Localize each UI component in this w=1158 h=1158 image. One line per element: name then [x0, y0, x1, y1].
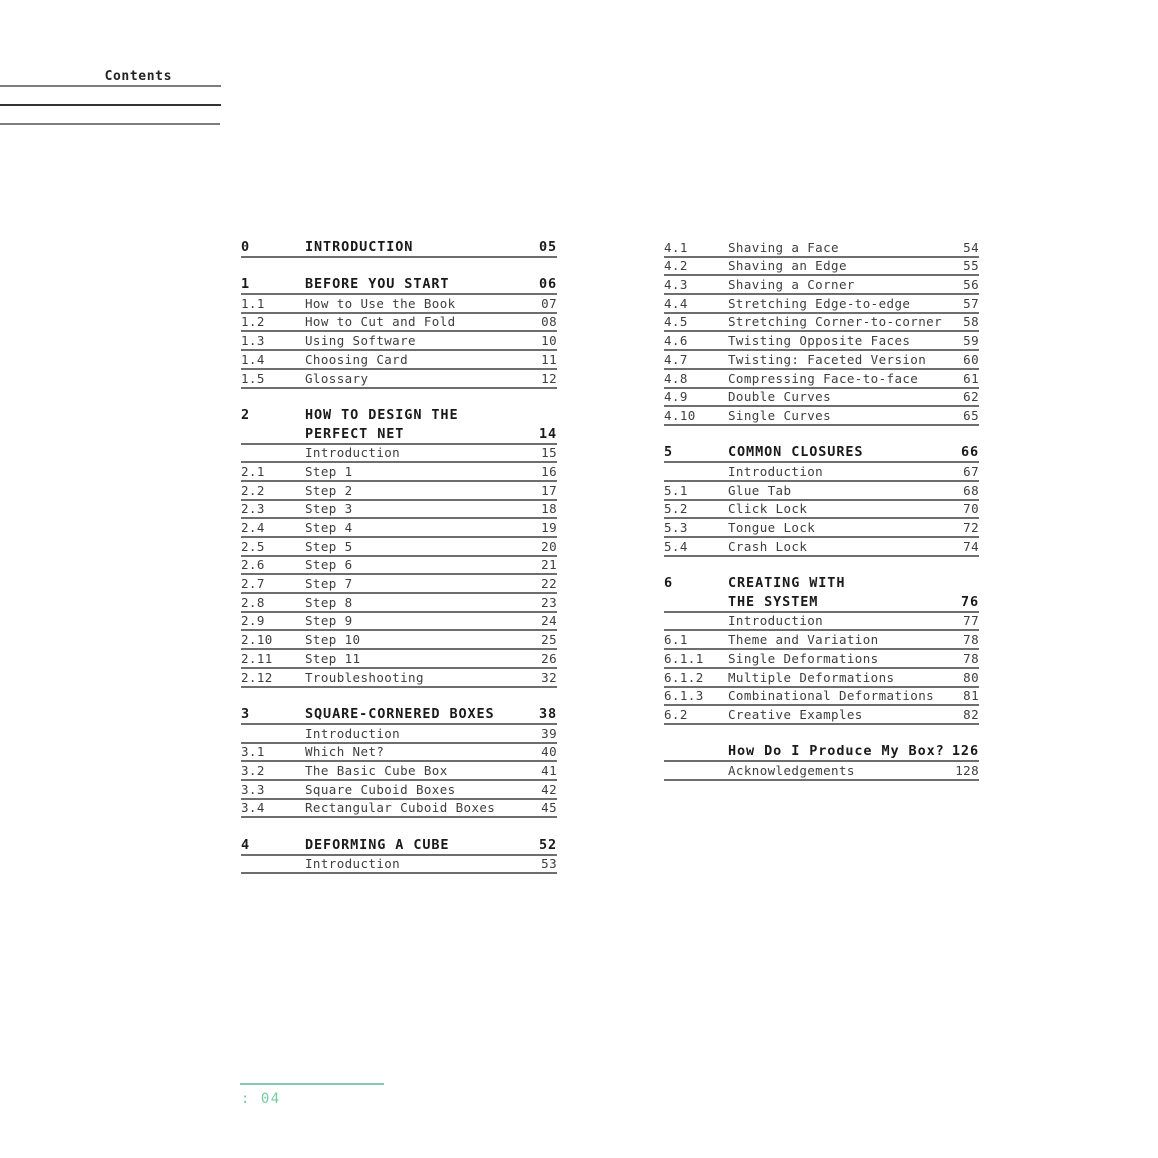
toc-entry-title: INTRODUCTION [305, 238, 414, 255]
toc-section [664, 575, 979, 725]
toc-entry-row [241, 351, 557, 370]
toc-entry-title: The Basic Cube Box [305, 762, 448, 778]
toc-entry-row [664, 463, 979, 482]
toc-entry-number: 2.3 [241, 501, 265, 517]
toc-entry-page: 80 [963, 669, 979, 685]
toc-entry-row [664, 332, 979, 351]
toc-entry-title: Double Curves [728, 389, 832, 405]
toc-entry-number: 6.1.3 [664, 688, 704, 704]
toc-entry-title: Twisting: Faceted Version [728, 351, 927, 367]
toc-entry-row [664, 538, 979, 557]
toc-entry-number: 2.6 [241, 557, 265, 573]
toc-entry-number: 2.9 [241, 613, 265, 629]
toc-entry-row [241, 332, 557, 351]
toc-heading-row [241, 276, 557, 295]
toc-entry-row [241, 314, 557, 333]
toc-entry-title: Step 10 [305, 632, 361, 648]
toc-entry-title: Using Software [305, 333, 416, 349]
toc-entry-row [241, 557, 557, 576]
toc-entry-page: 24 [541, 613, 557, 629]
toc-entry-row [664, 650, 979, 669]
toc-entry-page: 15 [541, 445, 557, 461]
toc-entry-title: Step 3 [305, 501, 353, 517]
toc-entry-number: 4.2 [664, 258, 688, 274]
toc-entry-row [664, 351, 979, 370]
toc-entry-page: 40 [541, 744, 557, 760]
toc-entry-number: 3.2 [241, 762, 265, 778]
toc-entry-page: 06 [538, 276, 557, 293]
toc-entry-number: 2.1 [241, 463, 265, 479]
toc-entry-page: 70 [963, 501, 979, 517]
toc-entry-row [664, 389, 979, 408]
toc-entry-title: Shaving a Face [728, 239, 839, 255]
toc-entry-number: 5.1 [664, 482, 688, 498]
toc-entry-title: Crash Lock [728, 538, 808, 554]
toc-entry-number: 4.5 [664, 314, 688, 330]
toc-entry-row [241, 744, 557, 763]
toc-entry-page: 10 [541, 333, 557, 349]
toc-entry-number: 6.1.1 [664, 650, 704, 666]
toc-entry-number: 4.4 [664, 295, 688, 311]
toc-entry-page: 76 [960, 593, 979, 610]
toc-entry-row [664, 688, 979, 707]
toc-entry-number: 4.7 [664, 351, 688, 367]
toc-entry-number: 0 [241, 238, 251, 255]
toc-entry-number: 5.3 [664, 520, 688, 535]
toc-column-left [241, 239, 557, 874]
toc-entry-page: 25 [541, 632, 557, 648]
toc-entry-number: 2 [241, 406, 251, 423]
toc-entry-number: 2.7 [241, 576, 265, 592]
toc-entry-number: 1.1 [241, 295, 265, 311]
toc-entry-page: 56 [963, 277, 979, 293]
toc-entry-page: 61 [963, 370, 979, 386]
toc-entry-page: 72 [963, 520, 979, 535]
toc-entry-page: 39 [541, 725, 557, 741]
toc-section [241, 276, 557, 388]
toc-entry-page: 67 [963, 463, 979, 479]
toc-entry-title: How Do I Produce My Box? [728, 743, 945, 760]
toc-entry-page: 62 [963, 389, 979, 405]
toc-entry-number: 1.2 [241, 314, 265, 330]
toc-entry-title: Which Net? [305, 744, 385, 760]
toc-entry-number: 3.4 [241, 800, 265, 816]
toc-entry-row [241, 501, 557, 520]
toc-entry-number: 5.2 [664, 501, 688, 517]
toc-entry-row [241, 631, 557, 650]
toc-entry-row [664, 276, 979, 295]
toc-entry-title: Introduction [728, 613, 824, 629]
toc-entry-row [241, 613, 557, 632]
toc-heading-row [241, 837, 557, 856]
toc-entry-row [241, 538, 557, 557]
toc-entry-row [241, 463, 557, 482]
toc-column-right [664, 239, 979, 781]
toc-entry-number: 4.3 [664, 277, 688, 293]
toc-entry-title: How to Cut and Fold [305, 314, 456, 330]
header-rule-top [0, 85, 221, 87]
toc-entry-number: 2.4 [241, 520, 265, 535]
toc-entry-page: 53 [541, 856, 557, 872]
toc-entry-page: 12 [541, 370, 557, 386]
toc-entry-title: Step 2 [305, 482, 353, 498]
toc-entry-page: 60 [963, 351, 979, 367]
toc-entry-title: Shaving a Corner [728, 277, 855, 293]
toc-entry-row [241, 669, 557, 688]
toc-entry-page: 78 [963, 650, 979, 666]
toc-entry-number: 2.8 [241, 594, 265, 610]
toc-entry-page: 66 [960, 444, 979, 461]
toc-entry-page: 57 [963, 295, 979, 311]
toc-heading-row [664, 744, 979, 763]
toc-entry-page: 07 [541, 295, 557, 311]
toc-entry-page: 17 [541, 482, 557, 498]
toc-entry-number: 1 [241, 276, 251, 293]
page-number: : 04 [241, 1091, 281, 1107]
toc-entry-title: Click Lock [728, 501, 808, 517]
toc-entry-title: Compressing Face-to-face [728, 370, 919, 386]
toc-entry-title: THE SYSTEM [728, 593, 819, 610]
toc-heading-row [241, 407, 557, 426]
toc-entry-title: Step 9 [305, 613, 353, 629]
toc-entry-title: DEFORMING A CUBE [305, 836, 450, 853]
toc-entry-title: Glue Tab [728, 482, 792, 498]
toc-entry-title: Theme and Variation [728, 632, 879, 648]
toc-entry-page: 128 [955, 762, 979, 778]
toc-entry-row [664, 295, 979, 314]
toc-entry-row [664, 407, 979, 426]
toc-entry-title: Creative Examples [728, 706, 863, 722]
toc-entry-page: 23 [541, 594, 557, 610]
toc-entry-page: 126 [951, 743, 979, 760]
toc-entry-page: 32 [541, 669, 557, 685]
toc-section [241, 239, 557, 258]
toc-entry-number: 4.8 [664, 370, 688, 386]
toc-entry-row [241, 594, 557, 613]
toc-entry-title: How to Use the Book [305, 295, 456, 311]
toc-entry-number: 6.1.2 [664, 669, 704, 685]
toc-entry-number: 2.12 [241, 669, 273, 685]
toc-entry-row [664, 762, 979, 781]
toc-entry-row [664, 631, 979, 650]
toc-entry-title: Glossary [305, 370, 369, 386]
toc-entry-title: Square Cuboid Boxes [305, 781, 456, 797]
toc-entry-title: Single Deformations [728, 650, 879, 666]
toc-entry-page: 18 [541, 501, 557, 517]
toc-entry-page: 38 [538, 705, 557, 722]
toc-section [241, 706, 557, 818]
toc-entry-row [241, 575, 557, 594]
toc-entry-title: Choosing Card [305, 351, 409, 367]
toc-entry-page: 42 [541, 781, 557, 797]
toc-entry-title: Troubleshooting [305, 669, 424, 685]
toc-entry-page: 82 [963, 706, 979, 722]
toc-entry-title: PERFECT NET [305, 425, 405, 442]
toc-entry-page: 41 [541, 762, 557, 778]
page-title: Contents [104, 69, 172, 84]
footer-accent-rule [240, 1083, 384, 1085]
toc-entry-number: 3 [241, 705, 251, 722]
toc-entry-number: 3.3 [241, 781, 265, 797]
toc-entry-title: Introduction [305, 856, 401, 872]
toc-entry-row [241, 856, 557, 875]
toc-heading-row [241, 706, 557, 725]
toc-entry-page: 05 [538, 238, 557, 255]
toc-entry-number: 2.5 [241, 538, 265, 554]
toc-entry-title: Introduction [305, 445, 401, 461]
toc-entry-title: Shaving an Edge [728, 258, 847, 274]
toc-entry-title: Introduction [728, 463, 824, 479]
toc-entry-title: Introduction [305, 725, 401, 741]
toc-entry-title: Step 4 [305, 520, 353, 535]
toc-entry-row [241, 519, 557, 538]
toc-entry-row [241, 800, 557, 819]
toc-entry-title: HOW TO DESIGN THE [305, 406, 459, 423]
toc-entry-title: SQUARE-CORNERED BOXES [305, 705, 495, 722]
toc-entry-page: 52 [538, 836, 557, 853]
toc-entry-page: 08 [541, 314, 557, 330]
toc-entry-row [664, 519, 979, 538]
toc-entry-number: 2.11 [241, 650, 273, 666]
toc-entry-number: 2.2 [241, 482, 265, 498]
toc-entry-title: Step 5 [305, 538, 353, 554]
toc-entry-page: 55 [963, 258, 979, 274]
toc-entry-row [241, 781, 557, 800]
toc-entry-row [664, 501, 979, 520]
toc-entry-title: Acknowledgements [728, 762, 855, 778]
toc-entry-number: 4 [241, 836, 251, 853]
toc-entry-number: 4.9 [664, 389, 688, 405]
toc-entry-row [664, 239, 979, 258]
toc-entry-page: 65 [963, 407, 979, 423]
toc-entry-row [664, 370, 979, 389]
toc-entry-row [241, 295, 557, 314]
header-rule-bottom [0, 123, 220, 125]
toc-entry-title: Step 1 [305, 463, 353, 479]
toc-entry-page: 21 [541, 557, 557, 573]
toc-entry-row [664, 482, 979, 501]
toc-entry-number: 4.1 [664, 239, 688, 255]
toc-entry-page: 77 [963, 613, 979, 629]
toc-entry-row [241, 445, 557, 464]
toc-section [241, 407, 557, 687]
toc-entry-title: Stretching Edge-to-edge [728, 295, 911, 311]
toc-entry-page: 26 [541, 650, 557, 666]
toc-heading-row [664, 594, 979, 613]
toc-entry-row [241, 762, 557, 781]
toc-entry-number: 1.3 [241, 333, 265, 349]
toc-entry-title: Stretching Corner-to-corner [728, 314, 942, 330]
toc-entry-title: Single Curves [728, 407, 832, 423]
toc-entry-title: Tongue Lock [728, 520, 816, 535]
toc-entry-title: COMMON CLOSURES [728, 444, 864, 461]
toc-entry-row [241, 650, 557, 669]
toc-entry-number: 4.10 [664, 407, 696, 423]
toc-entry-page: 14 [538, 425, 557, 442]
toc-entry-row [241, 725, 557, 744]
toc-entry-title: Multiple Deformations [728, 669, 895, 685]
toc-section [664, 239, 979, 426]
toc-entry-title: Twisting Opposite Faces [728, 333, 911, 349]
toc-heading-row [241, 239, 557, 258]
toc-entry-title: Step 8 [305, 594, 353, 610]
toc-entry-number: 4.6 [664, 333, 688, 349]
toc-entry-number: 5 [664, 444, 674, 461]
toc-entry-page: 19 [541, 520, 557, 535]
toc-section [664, 445, 979, 557]
toc-entry-page: 16 [541, 463, 557, 479]
toc-entry-row [241, 482, 557, 501]
toc-entry-title: BEFORE YOU START [305, 276, 450, 293]
toc-entry-page: 11 [541, 351, 557, 367]
toc-entry-title: Step 6 [305, 557, 353, 573]
toc-entry-number: 2.10 [241, 632, 273, 648]
toc-entry-number: 6 [664, 575, 674, 592]
toc-entry-page: 81 [963, 688, 979, 704]
toc-entry-title: Rectangular Cuboid Boxes [305, 800, 496, 816]
toc-entry-number: 3.1 [241, 744, 265, 760]
toc-entry-number: 6.1 [664, 632, 688, 648]
toc-heading-row [664, 575, 979, 594]
toc-entry-page: 20 [541, 538, 557, 554]
toc-entry-page: 45 [541, 800, 557, 816]
toc-entry-page: 68 [963, 482, 979, 498]
toc-entry-row [664, 258, 979, 277]
toc-entry-title: Step 11 [305, 650, 361, 666]
toc-entry-title: Combinational Deformations [728, 688, 935, 704]
toc-entry-page: 74 [963, 538, 979, 554]
toc-entry-page: 58 [963, 314, 979, 330]
toc-section [664, 744, 979, 781]
toc-entry-row [664, 706, 979, 725]
toc-section [241, 837, 557, 874]
toc-entry-row [664, 613, 979, 632]
toc-entry-number: 1.5 [241, 370, 265, 386]
toc-heading-row [664, 445, 979, 464]
toc-entry-row [241, 370, 557, 389]
toc-entry-title: CREATING WITH [728, 575, 846, 592]
toc-entry-number: 1.4 [241, 351, 265, 367]
toc-entry-row [664, 314, 979, 333]
toc-entry-row [664, 669, 979, 688]
toc-entry-title: Step 7 [305, 576, 353, 592]
toc-entry-page: 22 [541, 576, 557, 592]
toc-entry-number: 6.2 [664, 706, 688, 722]
header-rule-middle [0, 104, 221, 106]
toc-entry-number: 5.4 [664, 538, 688, 554]
toc-entry-page: 59 [963, 333, 979, 349]
toc-entry-page: 54 [963, 239, 979, 255]
toc-entry-page: 78 [963, 632, 979, 648]
toc-heading-row [241, 426, 557, 445]
